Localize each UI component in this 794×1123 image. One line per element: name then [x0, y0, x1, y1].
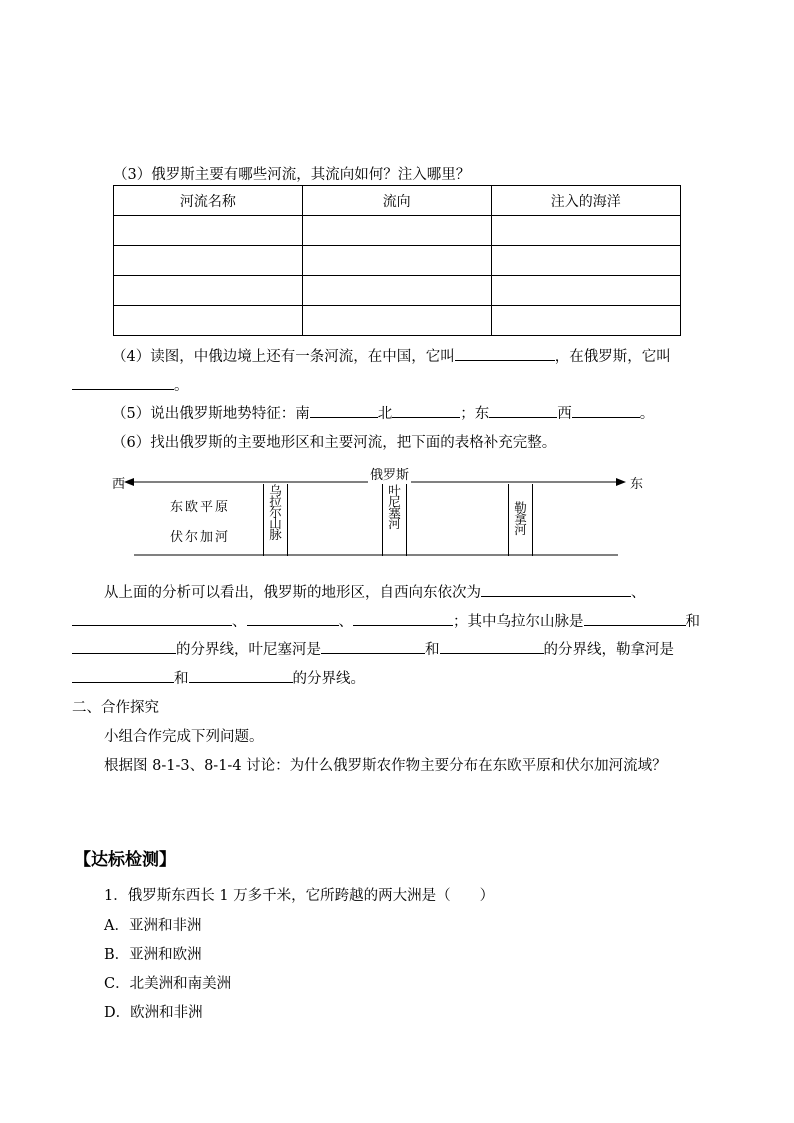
- option-d[interactable]: D．欧洲和非洲: [104, 1005, 203, 1021]
- terrain-blank-2[interactable]: [72, 611, 232, 626]
- q4-period: 。: [174, 378, 189, 394]
- q5-west-blank[interactable]: [572, 403, 640, 418]
- q5-south-blank[interactable]: [310, 403, 378, 418]
- section2-question: 根据图 8-1-3、8-1-4 讨论：为什么俄罗斯农作物主要分布在东欧平原和伏尔加河流域？: [104, 758, 667, 774]
- table-cell[interactable]: [114, 306, 303, 336]
- table-cell[interactable]: [302, 246, 491, 276]
- lena-text: 的分界线，勒拿河是: [543, 642, 674, 658]
- table-cell[interactable]: [114, 276, 303, 306]
- table-cell[interactable]: [114, 246, 303, 276]
- separator: 、: [338, 614, 353, 630]
- table-row: [114, 306, 681, 336]
- and-text: 和: [685, 614, 700, 630]
- table-cell[interactable]: [114, 216, 303, 246]
- q3-text: （3）俄罗斯主要有哪些河流，其流向如何？注入哪里？: [113, 167, 471, 183]
- separator: 、: [631, 585, 646, 601]
- ural-blank-2[interactable]: [72, 639, 176, 654]
- east-label: 东: [630, 477, 644, 492]
- q4-line1: [112, 345, 671, 366]
- ural-blank-1[interactable]: [584, 611, 686, 626]
- boundary-text: 的分界线。: [292, 671, 365, 687]
- west-label: 西: [112, 477, 126, 492]
- check-question-1: 1．俄罗斯东西长 1 万多千米，它所跨越的两大洲是（ ）: [104, 888, 495, 904]
- q5-north-blank[interactable]: [392, 403, 460, 418]
- terrain-blank-1[interactable]: [481, 582, 631, 597]
- and-text: 和: [425, 642, 440, 658]
- table-cell[interactable]: [302, 276, 491, 306]
- west-arrowhead: [124, 478, 134, 486]
- terrain-diagram: [110, 462, 650, 562]
- q5-period: 。: [639, 406, 655, 422]
- table-cell[interactable]: [491, 216, 680, 246]
- terrain-blank-4[interactable]: [353, 611, 453, 626]
- q5-line: [112, 402, 654, 423]
- section2-title: 二、合作探究: [72, 700, 159, 716]
- analysis-line4: [72, 667, 365, 688]
- table-cell[interactable]: [491, 246, 680, 276]
- ural-mountains-label: 乌拉尔山脉: [269, 483, 282, 542]
- separator: 、: [232, 614, 247, 630]
- east-european-plain: 东欧平原: [170, 500, 231, 515]
- option-b[interactable]: B．亚洲和欧洲: [104, 947, 202, 963]
- q4-text-after: ，在俄罗斯，它叫: [554, 349, 671, 365]
- analysis-intro: 从上面的分析可以看出，俄罗斯的地形区，自西向东依次为: [104, 585, 481, 601]
- q4-line2: [72, 374, 189, 395]
- table-header-row: [114, 186, 681, 216]
- q4-text: （4）读图，中俄边境上还有一条河流，在中国，它叫: [112, 349, 455, 365]
- check-heading: 【达标检测】: [74, 850, 176, 870]
- q4-china-name-blank[interactable]: [455, 346, 555, 361]
- table-cell[interactable]: [302, 216, 491, 246]
- section2-instruction: 小组合作完成下列问题。: [104, 729, 264, 745]
- q5-east-blank[interactable]: [489, 403, 557, 418]
- lena-river-label: 勒拿河: [514, 500, 527, 537]
- q5-east-label: ；东: [460, 406, 490, 422]
- terrain-blank-3[interactable]: [247, 611, 339, 626]
- table-row: [114, 246, 681, 276]
- rivers-table: [113, 185, 681, 336]
- option-c[interactable]: C．北美洲和南美洲: [104, 976, 232, 992]
- yenisei-text: 的分界线，叶尼塞河是: [176, 642, 321, 658]
- east-arrowhead: [616, 478, 626, 486]
- ural-text: ；其中乌拉尔山脉是: [453, 614, 584, 630]
- yenisei-blank-2[interactable]: [440, 639, 544, 654]
- yenisei-blank-1[interactable]: [321, 639, 425, 654]
- q5-west-label: 西: [557, 406, 572, 422]
- q4-russia-name-blank[interactable]: [72, 375, 174, 390]
- header-flow-direction: 流向: [302, 186, 491, 216]
- q6-text: （6）找出俄罗斯的主要地形区和主要河流，把下面的表格补充完整。: [112, 435, 557, 451]
- lena-blank-1[interactable]: [72, 668, 174, 683]
- analysis-line1: [104, 581, 646, 602]
- analysis-line2: [72, 610, 700, 631]
- volga-river: 伏尔加河: [170, 530, 231, 545]
- and-text: 和: [174, 671, 189, 687]
- table-cell[interactable]: [302, 306, 491, 336]
- header-ocean: 注入的海洋: [491, 186, 680, 216]
- option-a[interactable]: A．亚洲和非洲: [104, 918, 202, 934]
- header-river-name: 河流名称: [114, 186, 303, 216]
- q5-north-label: 北: [377, 406, 393, 422]
- russia-label: 俄罗斯: [368, 464, 411, 483]
- lena-blank-2[interactable]: [189, 668, 293, 683]
- table-cell[interactable]: [491, 306, 680, 336]
- table-row: [114, 276, 681, 306]
- yenisei-river-label: 叶尼塞河: [388, 483, 401, 531]
- q5-south-label: （5）说出俄罗斯地势特征：南: [112, 406, 310, 422]
- analysis-line3: [72, 638, 674, 659]
- table-row: [114, 216, 681, 246]
- table-cell[interactable]: [491, 276, 680, 306]
